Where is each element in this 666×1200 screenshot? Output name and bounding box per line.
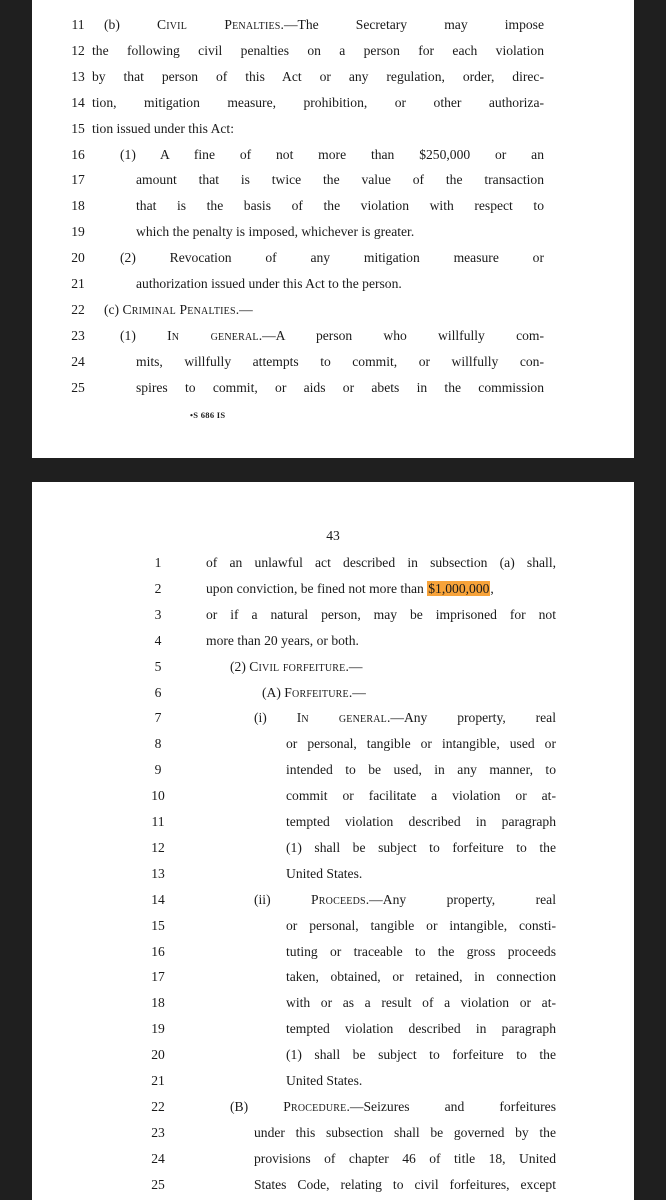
line-text [286,731,556,757]
line-number: 14 [71,94,85,110]
text-line [32,705,634,731]
text-line [32,550,634,576]
text-run: (ii) [254,891,312,907]
line-number: 22 [71,301,85,317]
line-text [286,835,556,861]
line-number: 3 [154,606,162,622]
text-run: (B) [230,1098,284,1114]
line-text [286,783,556,809]
line-text [120,245,544,271]
line-text [254,705,556,731]
line-number: 15 [151,917,165,933]
line-number: 20 [71,250,85,266]
text-run: Procedure [283,1098,347,1114]
text-run: , [490,580,494,596]
text-run: Criminal Penalties [122,301,236,317]
line-number: 13 [151,865,165,881]
text-line [32,731,634,757]
text-run: Civil forfeiture [249,658,346,674]
text-run: more than 20 years, or both. [206,632,359,648]
line-number: 13 [71,68,85,84]
line-text [286,1068,556,1094]
text-line [32,375,634,401]
line-text [230,654,556,680]
text-run: Civil Penalties [156,17,281,32]
text-run: .— [345,658,363,674]
line-number: 18 [151,995,165,1011]
text-line [32,297,634,323]
text-run: of an unlawful act described in subsection (a) shall, [206,555,556,570]
line-number: 19 [71,224,85,240]
text-line [32,245,634,271]
text-line [32,1120,634,1146]
text-line [32,116,634,142]
text-run: under this subsection shall be governed by the [254,1124,556,1140]
line-number: 12 [151,839,165,855]
line-text [120,323,544,349]
line-number: 11 [151,814,165,829]
line-text [286,964,556,990]
text-line [32,809,634,835]
line-number: 11 [71,17,85,32]
text-run: tempted violation described in paragraph [286,814,556,829]
text-line [32,167,634,193]
text-run: tion issued under this Act: [92,120,234,136]
line-text [286,861,556,887]
text-line [32,757,634,783]
text-line [32,1016,634,1042]
text-run: commit or facilitate a violation or at- [286,788,556,804]
text-run: In general [296,710,387,726]
line-number: 18 [71,198,85,214]
text-run: or personal, tangible or intangible, consti- [286,917,556,933]
text-line [32,628,634,654]
text-run: (1) shall be subject to forfeiture to the [286,1047,556,1063]
line-text [254,1120,556,1146]
text-run: .— [348,684,366,700]
text-run: .—Any property, real [365,891,556,907]
line-text [136,193,544,219]
line-number: 6 [154,684,162,700]
line-text [254,1172,556,1198]
line-text [92,116,544,142]
text-run: (2) [230,658,250,674]
line-text [104,12,544,38]
line-text [104,297,544,323]
bill-identifier: •S 686 IS [190,410,226,420]
line-text [230,1094,556,1120]
text-run: (1) shall be subject to forfeiture to the [286,839,556,855]
line-number: 21 [71,276,85,291]
line-text [92,38,544,64]
line-text [136,271,544,297]
document-page-bottom [32,482,634,1200]
line-number: 5 [154,658,162,674]
text-run: with or as a result of a violation or at- [286,995,556,1011]
text-run: .—A person who willfully com- [258,327,544,343]
text-run: Forfeiture [284,684,349,700]
text-line [32,1094,634,1120]
line-number: 23 [151,1124,165,1140]
line-text [136,349,544,375]
line-number: 21 [151,1073,165,1088]
text-run: (2) Revocation of any mitigation measure or [120,250,544,266]
line-number: 16 [71,146,85,162]
text-line [32,193,634,219]
line-text [254,887,556,913]
text-line [32,1172,634,1198]
line-text [92,64,544,90]
text-run: spires to commit, or aids or abets in the commission [136,379,544,395]
text-line [32,90,634,116]
text-run: or if a natural person, may be imprisoned for not [206,606,556,622]
text-run: amount that is twice the value of the transaction [136,172,544,188]
text-run: tempted violation described in paragraph [286,1021,556,1037]
line-text [254,1146,556,1172]
text-line [32,142,634,168]
text-line [32,602,634,628]
line-number: 25 [71,379,85,395]
text-line [32,38,634,64]
line-number: 1 [154,555,162,570]
line-text [136,219,544,245]
line-text [136,375,544,401]
text-run: by that person of this Act or any regulation, order, direc- [92,68,544,84]
line-text [92,90,544,116]
line-number: 10 [151,788,165,804]
line-text [206,628,556,654]
line-number: 8 [154,736,162,752]
text-line [32,654,634,680]
highlighted-text: $1,000,000 [428,580,490,596]
text-line [32,783,634,809]
text-line [32,576,634,602]
line-number: 24 [71,353,85,369]
text-line [32,680,634,706]
text-run: taken, obtained, or retained, in connection [286,969,556,985]
line-number: 15 [71,120,85,136]
line-number: 22 [151,1098,165,1114]
line-text [286,990,556,1016]
text-run: United States. [286,865,363,881]
text-run: .—Seizures and forfeitures [346,1098,556,1114]
text-line [32,219,634,245]
text-run: provisions of chapter 46 of title 18, United [254,1150,556,1166]
text-run: States Code, relating to civil forfeitures, except [254,1176,556,1192]
text-line [32,861,634,887]
text-run: upon conviction, be fined not more than [206,580,428,596]
line-text [286,1016,556,1042]
line-number: 19 [151,1021,165,1037]
line-number: 7 [154,710,162,726]
line-text [120,142,544,168]
line-text [286,939,556,965]
text-run: authorization issued under this Act to the person. [136,276,402,291]
line-text [286,1042,556,1068]
text-line [32,271,634,297]
text-run: (i) [254,710,297,726]
line-text [286,757,556,783]
line-number: 25 [151,1176,165,1192]
line-text [286,809,556,835]
text-run: Proceeds [311,891,366,907]
line-number: 9 [154,762,162,778]
line-number: 2 [154,580,162,596]
text-run: which the penalty is imposed, whichever is greater. [136,224,415,240]
text-run: (1) A fine of not more than $250,000 or an [120,146,544,162]
text-line [32,12,634,38]
text-line [32,964,634,990]
text-run: .—Any property, real [386,710,556,726]
text-run: intended to be used, in any manner, to [286,762,556,778]
text-line [32,835,634,861]
text-line [32,913,634,939]
text-run: tuting or traceable to the gross proceeds [286,943,556,959]
text-run: .— [235,301,253,317]
text-line [32,990,634,1016]
page-number: 43 [326,528,340,543]
line-text [206,550,556,576]
text-run: (1) [120,327,168,343]
line-number: 17 [151,969,165,985]
line-text [262,680,556,706]
document-page-top [32,0,634,458]
text-line [32,1146,634,1172]
text-run: (A) [262,684,285,700]
text-line [32,1068,634,1094]
text-line [32,323,634,349]
text-line [32,1042,634,1068]
line-number: 17 [71,172,85,188]
text-run: United States. [286,1073,363,1088]
text-run: mits, willfully attempts to commit, or willfully con- [136,353,544,369]
line-text [286,913,556,939]
text-line [32,64,634,90]
line-number: 4 [154,632,162,648]
line-number: 14 [151,891,165,907]
line-text [206,602,556,628]
text-line [32,939,634,965]
line-text [206,576,556,602]
text-run: that is the basis of the violation with respect to [136,198,544,214]
text-run: (b) [104,17,157,32]
text-run: or personal, tangible or intangible, used or [286,736,556,752]
line-number: 12 [71,42,85,58]
text-line [32,887,634,913]
line-number: 16 [151,943,165,959]
line-text [136,167,544,193]
line-number: 24 [151,1150,165,1166]
line-number: 23 [71,327,85,343]
text-line [32,349,634,375]
text-run: the following civil penalties on a person for each violation [92,42,544,58]
text-run: .—The Secretary may impose [280,17,544,32]
text-run: tion, mitigation measure, prohibition, or other authoriza- [92,94,544,110]
text-run: (c) [104,301,123,317]
line-number: 20 [151,1047,165,1063]
text-run: In general [167,327,259,343]
